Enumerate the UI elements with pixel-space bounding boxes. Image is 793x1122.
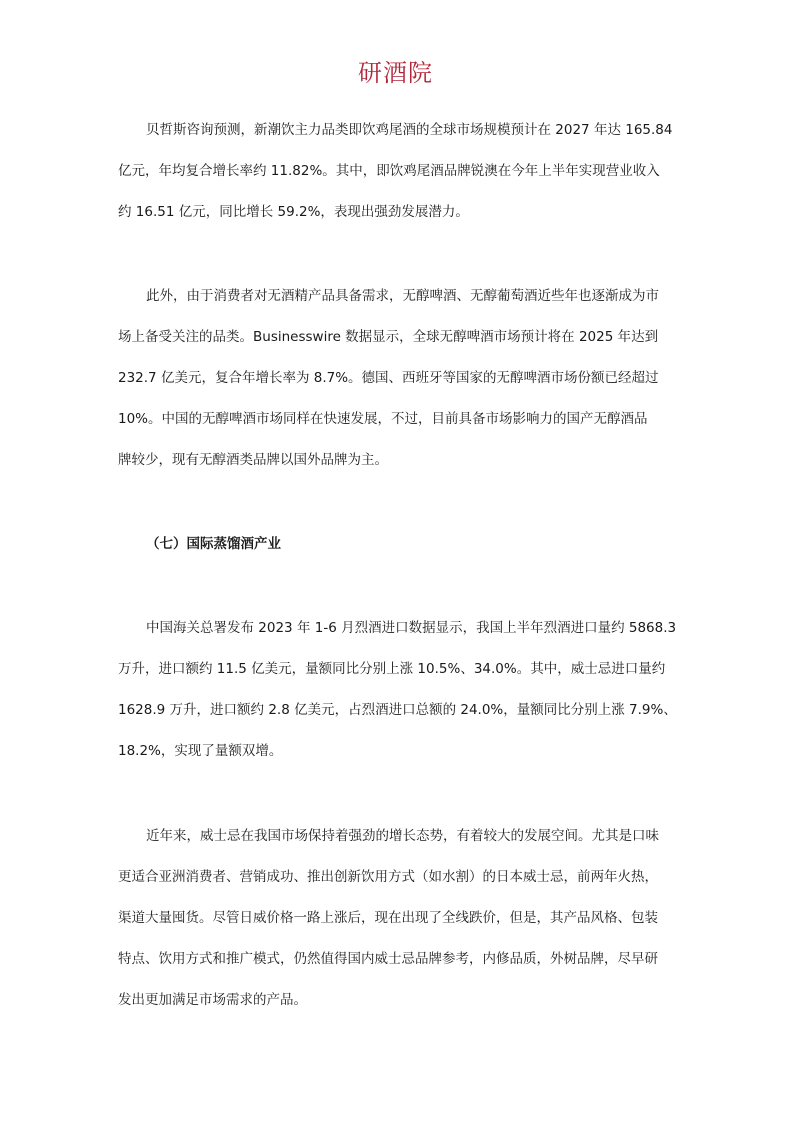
paragraph-line: 此外，由于消费者对无酒精产品具备需求，无醇啤酒、无醇葡萄酒近些年也逐渐成为市 <box>146 288 659 304</box>
paragraph-line: 场上备受关注的品类。Businesswire 数据显示，全球无醇啤酒市场预计将在 2025 年达到 <box>118 329 659 345</box>
paragraph-line: 10%。中国的无醇啤酒市场同样在快速发展，不过，目前具备市场影响力的国产无醇酒品 <box>118 411 648 427</box>
logo-text: 研酒院 <box>358 59 433 87</box>
paragraph-line: 232.7 亿美元，复合年增长率为 8.7%。德国、西班牙等国家的无醇啤酒市场份额已经超过 <box>118 370 659 386</box>
paragraph-line: 万升，进口额约 11.5 亿美元，量额同比分别上涨 10.5%、34.0%。其中，威士忌进口量约 <box>118 661 666 677</box>
section-heading: （七）国际蒸馏酒产业 <box>146 536 281 552</box>
paragraph-line: 亿元，年均复合增长率约 11.82%。其中，即饮鸡尾酒品牌锐澳在今年上半年实现营业收入 <box>118 163 660 179</box>
paragraph-line: 发出更加满足市场需求的产品。 <box>118 992 307 1008</box>
paragraph-line: 18.2%，实现了量额双增。 <box>118 743 283 759</box>
paragraph-line: 渠道大量囤货。尽管日威价格一路上涨后，现在出现了全线跌价，但是，其产品风格、包装 <box>118 910 658 926</box>
paragraph-line: 更适合亚洲消费者、营销成功、推出创新饮用方式（如水割）的日本威士忌，前两年火热， <box>118 869 658 885</box>
paragraph-line: 牌较少，现有无醇酒类品牌以国外品牌为主。 <box>118 452 388 468</box>
paragraph-non-alcoholic <box>118 276 678 481</box>
paragraph-line: 近年来，威士忌在我国市场保持着强劲的增长态势，有着较大的发展空间。尤其是口味 <box>146 828 659 844</box>
header-logo <box>0 58 793 88</box>
paragraph-line: 特点、饮用方式和推广模式，仍然值得国内威士忌品牌参考，内修品质，外树品牌，尽早研 <box>118 951 658 967</box>
paragraph-line: 中国海关总署发布 2023 年 1-6 月烈酒进口数据显示，我国上半年烈酒进口量约 5868.3 <box>146 620 677 636</box>
paragraph-line: 贝哲斯咨询预测，新潮饮主力品类即饮鸡尾酒的全球市场规模预计在 2027 年达 165.84 <box>146 122 673 138</box>
paragraph-whisky-trend <box>118 816 678 1021</box>
paragraph-cocktail-market <box>118 110 678 233</box>
paragraph-line: 1628.9 万升，进口额约 2.8 亿美元，占烈酒进口总额的 24.0%，量额同比分别上涨 7.9%、 <box>118 702 677 718</box>
paragraph-line: 约 16.51 亿元，同比增长 59.2%，表现出强劲发展潜力。 <box>118 204 469 220</box>
paragraph-spirits-imports <box>118 608 678 772</box>
